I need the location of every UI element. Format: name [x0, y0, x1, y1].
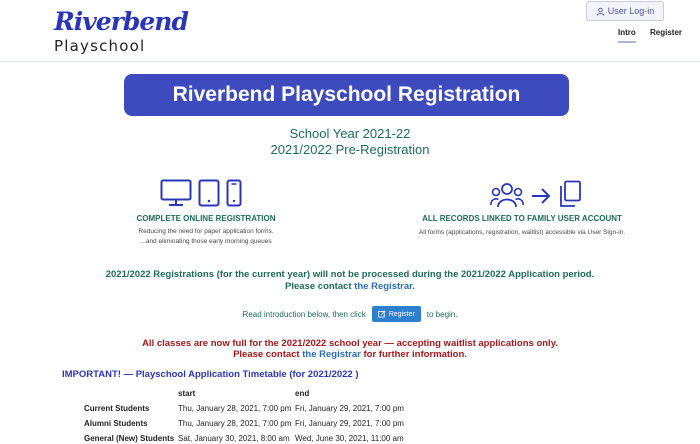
records-icon-group	[490, 180, 582, 208]
read-intro-line	[0, 306, 700, 322]
notice-contact-suffix: .	[412, 281, 415, 292]
row-start: Sat, January 30, 2021, 8:00 am	[178, 434, 290, 443]
tab-intro[interactable]: Intro	[618, 28, 636, 43]
timetable-heading: IMPORTANT! — Playschool Application Timetable (for 2021/2022 )	[62, 369, 359, 380]
pre-registration-line: 2021/2022 Pre-Registration	[270, 142, 430, 157]
registration-notice-line-2	[0, 281, 700, 292]
timetable-col-start: start	[178, 389, 196, 398]
feature-online-title: COMPLETE ONLINE REGISTRATION	[136, 214, 276, 223]
row-end: Fri, January 29, 2021, 7:00 pm	[295, 419, 404, 428]
waitlist-notice-line-1: All classes are now full for the 2021/2022 school year — accepting waitlist applications only.	[142, 338, 558, 349]
row-label: Current Students	[84, 404, 150, 413]
feature-online-desc-2: ...and eliminating those early morning queues	[140, 238, 272, 245]
waitlist-contact-suffix: for further information.	[360, 349, 467, 360]
school-year-line: School Year 2021-22	[289, 126, 411, 141]
edit-icon	[378, 310, 386, 318]
site-header	[0, 0, 700, 62]
page-title-banner: Riverbend Playschool Registration	[124, 74, 569, 116]
registration-notice-line-1: 2021/2022 Registrations (for the current year) will not be processed during the 2021/2022 Application period.	[105, 269, 595, 280]
row-label: General (New) Students	[84, 434, 175, 443]
devices-icon-group	[160, 179, 242, 207]
row-end: Fri, January 29, 2021, 7:00 pm	[295, 404, 404, 413]
timetable-col-end: end	[295, 389, 310, 398]
tab-register[interactable]: Register	[650, 28, 683, 37]
user-login-label: User Log-in	[607, 6, 655, 16]
waitlist-registrar-link[interactable]: the Registrar	[302, 349, 361, 360]
row-label: Alumni Students	[84, 419, 148, 428]
phone-icon	[226, 179, 242, 207]
row-end: Wed, June 30, 2021, 11:00 am	[295, 434, 404, 443]
documents-icon	[558, 180, 582, 208]
logo-script-text: Riverbend	[54, 7, 188, 36]
waitlist-notice-line-2	[0, 349, 700, 360]
read-intro-suffix: to begin.	[426, 309, 458, 319]
arrow-right-icon	[530, 182, 552, 208]
register-button-label: Register	[388, 310, 415, 318]
register-button[interactable]	[372, 306, 421, 322]
feature-records-title: ALL RECORDS LINKED TO FAMILY USER ACCOUNT	[422, 214, 622, 223]
tablet-icon	[198, 179, 220, 207]
feature-online-desc-1: Reducing the need for paper application forms.	[138, 228, 274, 235]
users-icon	[490, 182, 524, 208]
row-start: Thu, January 28, 2021, 7:00 pm	[178, 404, 292, 413]
desktop-icon	[160, 179, 192, 207]
user-icon	[596, 7, 605, 16]
notice-contact-prefix: Please contact	[285, 281, 355, 292]
registrar-link[interactable]: the Registrar	[354, 281, 413, 292]
read-intro-prefix: Read introduction below, then click	[242, 309, 366, 319]
feature-records-desc: All forms (applications, registration, waitlist) accessible via User Sign-in.	[418, 229, 626, 236]
row-start: Thu, January 28, 2021, 7:00 pm	[178, 419, 292, 428]
waitlist-contact-prefix: Please contact	[233, 349, 303, 360]
site-logo[interactable]	[52, 7, 188, 56]
logo-sub-text: Playschool	[54, 37, 146, 55]
user-login-button[interactable]	[586, 1, 664, 21]
